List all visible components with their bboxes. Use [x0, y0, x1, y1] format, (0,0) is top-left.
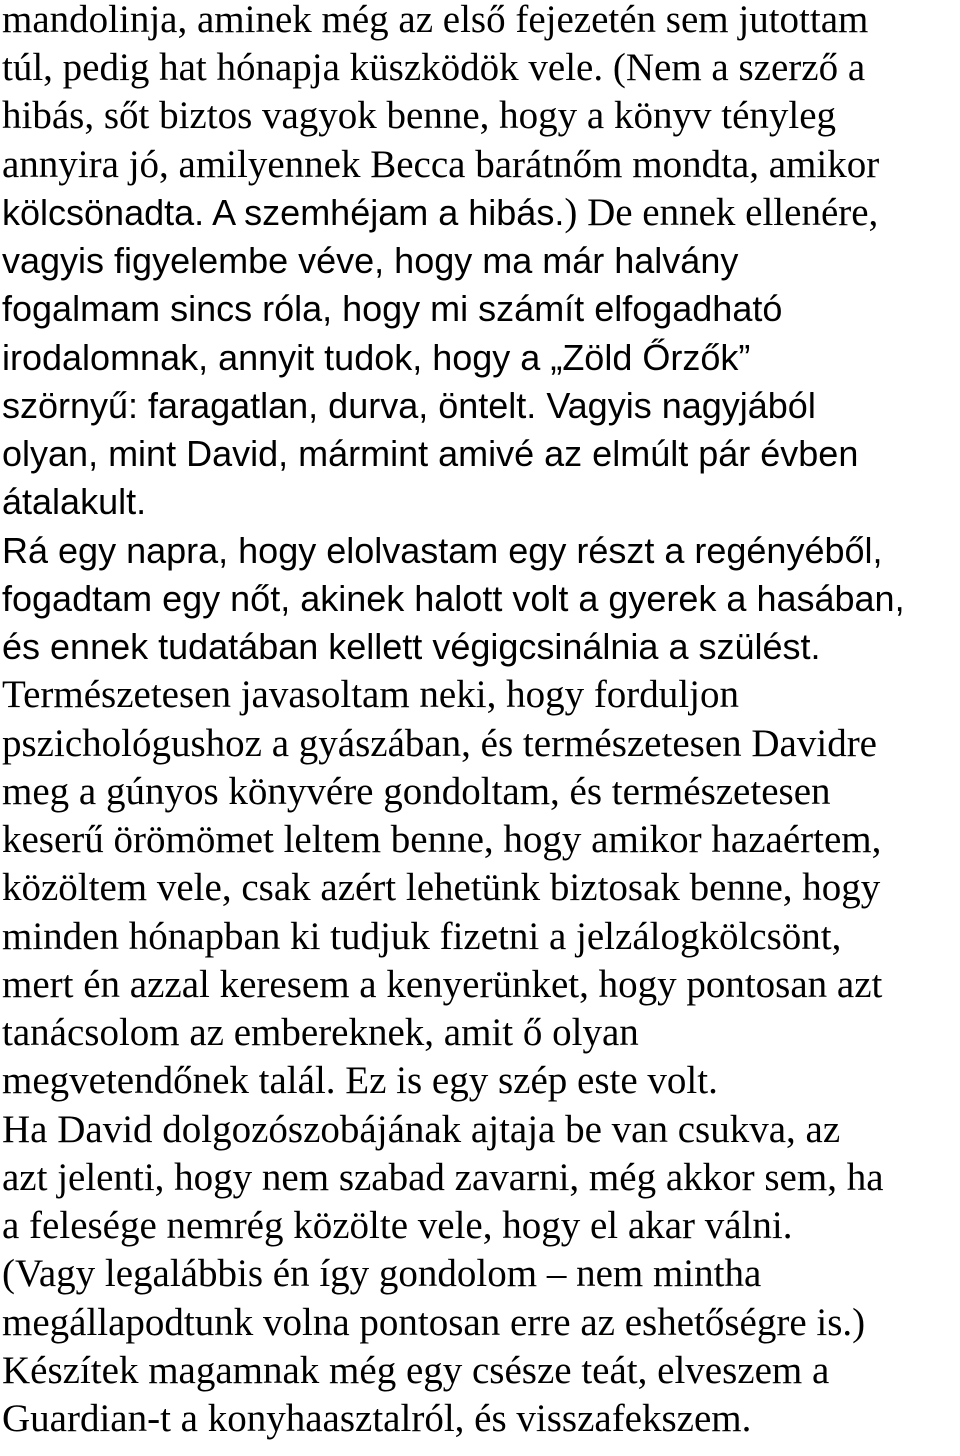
- text-line: tanácsolom az embereknek, amit ő olyan: [2, 1011, 639, 1054]
- text-line: olyan, mint David, mármint amivé az elmúlt pár évben: [2, 433, 859, 474]
- text-line: Készítek magamnak még egy csésze teát, elveszem a: [2, 1349, 830, 1392]
- text-line: fogalmam sincs róla, hogy mi számít elfogadható: [2, 288, 783, 329]
- text-line: minden hónapban ki tudjuk fizetni a jelzálogkölcsönt,: [2, 915, 842, 958]
- text-line: Guardian-t a konyhaasztalról, és visszafekszem.: [2, 1397, 752, 1440]
- text-segment: szörnyű: faragatlan, durva, öntelt.: [2, 385, 537, 426]
- text-line: meg a gúnyos könyvére gondoltam, és természetesen: [2, 770, 831, 813]
- text-line: mandolinja, aminek még az első fejezetén sem jutottam: [2, 0, 869, 41]
- text-line: Rá egy napra, hogy elolvastam egy részt a regényéből,: [2, 530, 883, 571]
- text-segment: kölcsönadta. A szemhéjam a hibás.: [2, 192, 565, 233]
- text-line: átalakult.: [2, 481, 147, 522]
- text-segment: ) De ennek ellenére,: [564, 191, 879, 234]
- text-line: túl, pedig hat hónapja küszködök vele. (Nem a szerző a: [2, 46, 866, 89]
- text-line: keserű örömömet leltem benne, hogy amikor hazaértem,: [2, 818, 882, 861]
- text-line: irodalomnak, annyit tudok, hogy a „Zöld Őrzők”: [2, 337, 751, 378]
- text-line: hibás, sőt biztos vagyok benne, hogy a könyv tényleg: [2, 94, 837, 137]
- text-line-mixed: [2, 189, 878, 237]
- text-line: annyira jó, amilyennek Becca barátnőm mondta, amikor: [2, 143, 880, 186]
- text-line: a felesége nemrég közölte vele, hogy el akar válni.: [2, 1204, 793, 1247]
- text-line: mert én azzal keresem a kenyerünket, hogy pontosan azt: [2, 963, 883, 1006]
- text-line: azt jelenti, hogy nem szabad zavarni, még akkor sem, ha: [2, 1156, 884, 1199]
- text-line: és ennek tudatában kellett végigcsinálnia a szülést.: [2, 626, 821, 667]
- text-line: Ha David dolgozószobájának ajtaja be van csukva, az: [2, 1108, 841, 1151]
- text-line: (Vagy legalábbis én így gondolom – nem mintha: [2, 1252, 762, 1295]
- text-line: közöltem vele, csak azért lehetünk biztosak benne, hogy: [2, 866, 881, 909]
- text-line: Természetesen javasoltam neki, hogy forduljon: [2, 673, 739, 716]
- text-line: fogadtam egy nőt, akinek halott volt a gyerek a hasában,: [2, 578, 905, 619]
- text-line-mixed: [2, 382, 816, 430]
- text-line: megállapodtunk volna pontosan erre az eshetőségre is.): [2, 1301, 866, 1344]
- text-line: vagyis figyelembe véve, hogy ma már halvány: [2, 240, 739, 281]
- text-segment: Vagyis nagyjából: [536, 385, 816, 426]
- text-line: megvetendőnek talál. Ez is egy szép este volt.: [2, 1059, 718, 1102]
- text-line: pszichológushoz a gyászában, és természetesen Davidre: [2, 722, 877, 765]
